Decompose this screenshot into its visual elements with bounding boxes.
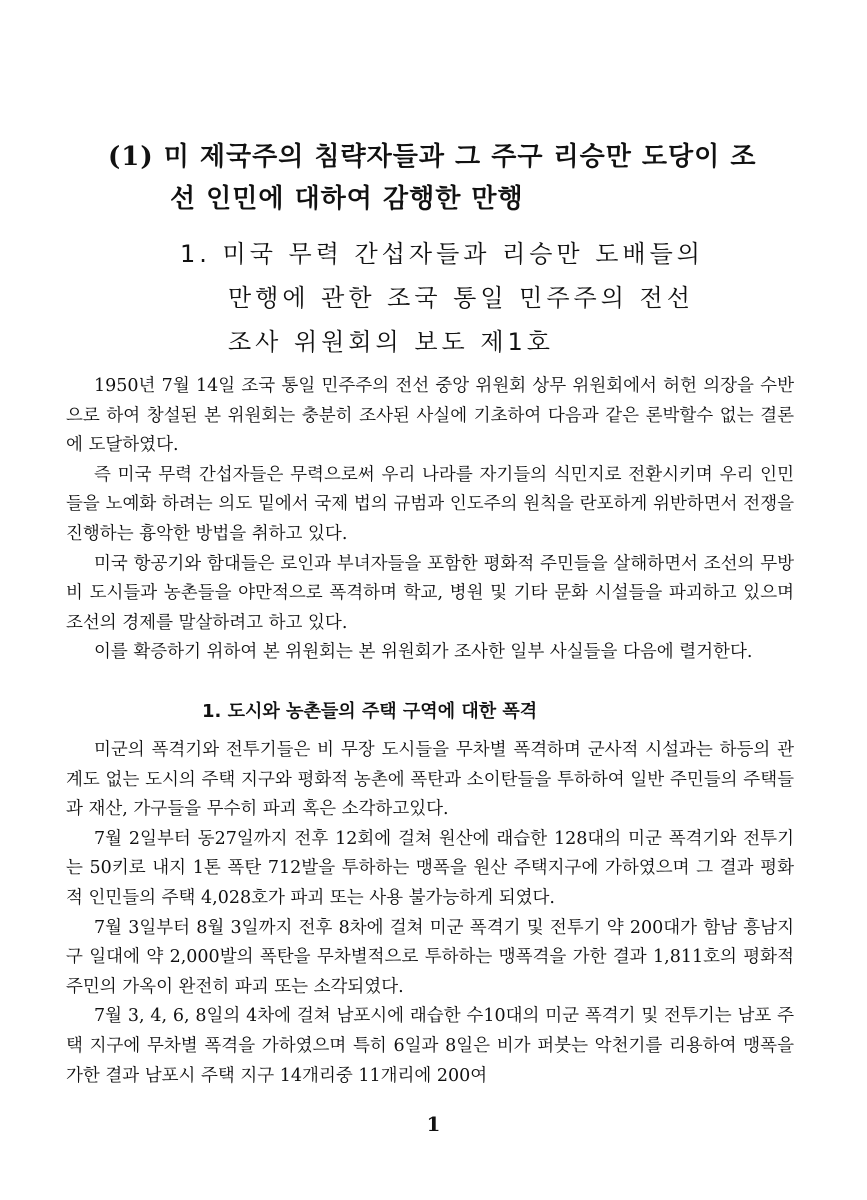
body-paragraph-2: 7월 2일부터 동27일까지 전후 12회에 걸쳐 원산에 래습한 128대의 미군 폭격기와 전투기는 50키로 내지 1톤 폭탄 712발을 투하하는 맹폭을 원산 주택지구에 가하였으며 그 결과 평화적 인민들의 주택 4,028호가 파괴 또는 사용 불가능하게 되였다. [66, 828, 794, 908]
body-text [66, 736, 794, 1091]
chapter-title-line-1: (1) 미 제국주의 침략자들과 그 주구 리승만 도당이 조 [108, 142, 757, 172]
intro-paragraph-3: 미국 항공기와 함대들은 로인과 부녀자들을 포함한 평화적 주민들을 살해하면서 조선의 무방비 도시들과 농촌들을 야만적으로 폭격하며 학교, 병원 및 기타 문화 시설들을 파괴하고 있으며 조선의 경제를 말살하려고 하고 있다. [66, 553, 794, 633]
body-paragraph-4: 7월 3, 4, 6, 8일의 4차에 걸쳐 남포시에 래습한 수10대의 미군 폭격기 및 전투기는 남포 주택 지구에 무차별 폭격을 가하였으며 특히 6일과 8일은 비가 퍼붓는 악천기를 리용하여 맹폭을 가한 결과 남포시 주택 지구 14개리중 11개리에 200여 [66, 1006, 794, 1086]
section-title [180, 232, 800, 364]
intro-paragraph-1: 1950년 7월 14일 조국 통일 민주주의 전선 중앙 위원회 상무 위원회에서 허헌 의장을 수반으로 하여 창설된 본 위원회는 충분히 조사된 사실에 기초하여 다음과 같은 론박할수 없는 결론에 도달하였다. [66, 376, 794, 456]
body-paragraph-3: 7월 3일부터 8월 3일까지 전후 8차에 걸쳐 미군 폭격기 및 전투기 약 200대가 함남 흥남지구 일대에 약 2,000발의 폭탄을 무차별적으로 투하하는 맹폭격을 가한 결과 1,811호의 평화적 주민의 가옥이 완전히 파괴 또는 소각되였다. [66, 917, 794, 997]
intro-paragraph-2: 즉 미국 무력 간섭자들은 무력으로써 우리 나라를 자기들의 식민지로 전환시키며 우리 인민들을 노예화 하려는 의도 밑에서 국제 법의 규범과 인도주의 원칙을 란포하게 위반하면서 전쟁을 진행하는 흉악한 방법을 취하고 있다. [66, 464, 794, 544]
intro-paragraph-4: 이를 확증하기 위하여 본 위원회는 본 위원회가 조사한 일부 사실들을 다음에 렬거한다. [94, 642, 753, 663]
section-title-line-1: 1. 미국 무력 간섭자들과 리승만 도배들의 [180, 240, 704, 268]
page-number: 1 [426, 1112, 441, 1136]
chapter-title-line-2: 선 인민에 대하여 감행한 만행 [170, 184, 524, 214]
section-title-line-2: 만행에 관한 조국 통일 민주주의 전선 [228, 284, 694, 312]
section-title-line-3: 조사 위원회의 보도 제1호 [228, 328, 554, 356]
chapter-title [108, 136, 788, 220]
intro-text [66, 372, 794, 668]
sub-heading: 1. 도시와 농촌들의 주택 구역에 대한 폭격 [202, 701, 538, 722]
body-paragraph-1: 미군의 폭격기와 전투기들은 비 무장 도시들을 무차별 폭격하며 군사적 시설과는 하등의 관계도 없는 도시의 주택 지구와 평화적 농촌에 폭탄과 소이탄들을 투하하여 일반 주민들의 주택들과 재산, 가구들을 무수히 파괴 혹은 소각하고있다. [66, 740, 794, 820]
